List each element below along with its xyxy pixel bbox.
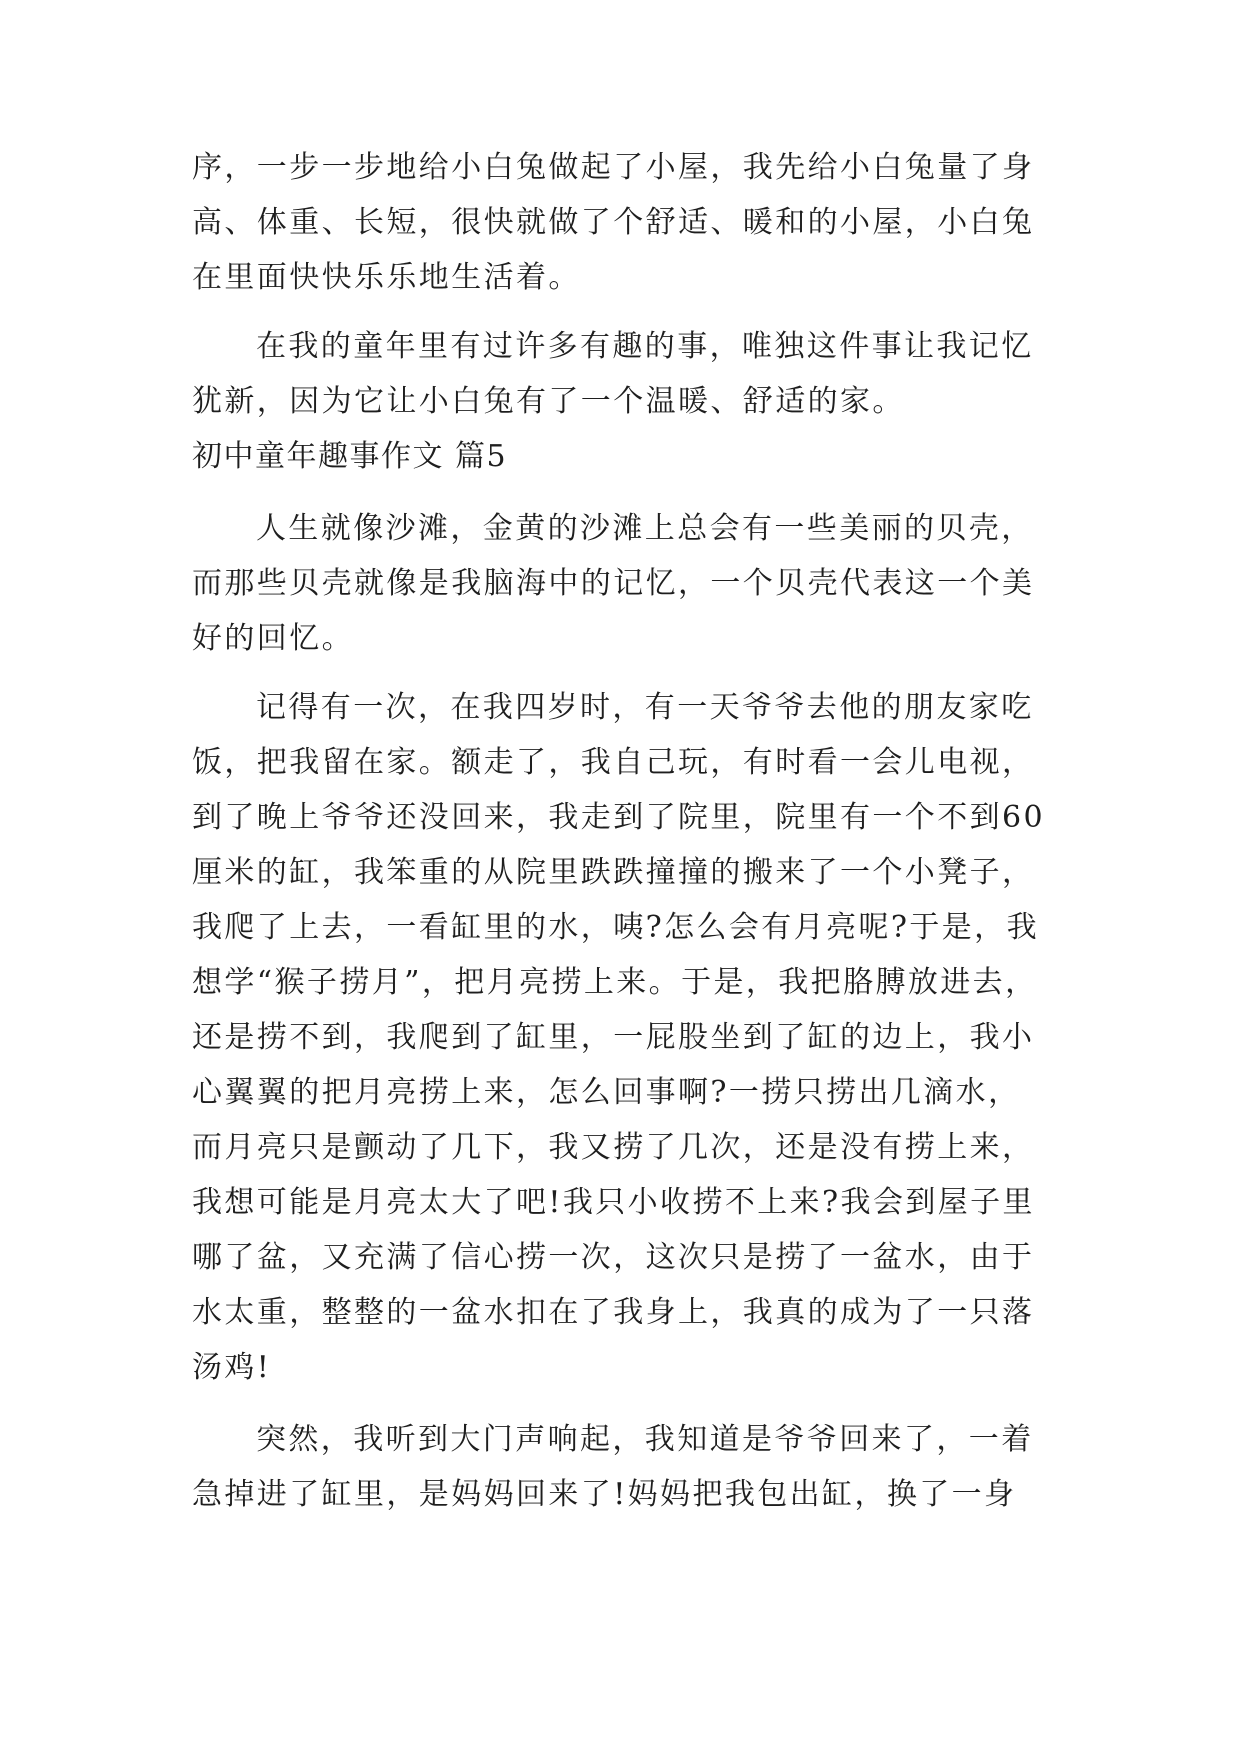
paragraph-line: 而月亮只是颤动了几下，我又捞了几次，还是没有捞上来， [192, 1130, 1035, 1165]
paragraph-line: 在我的童年里有过许多有趣的事，唯独这件事让我记忆 [256, 329, 1034, 364]
paragraph-line: 好的回忆。 [192, 621, 354, 656]
section-heading: 初中童年趣事作文 篇5 [192, 439, 508, 474]
paragraph-line: 饭，把我留在家。额走了，我自己玩，有时看一会儿电视， [192, 745, 1035, 780]
paragraph-line: 序，一步一步地给小白兔做起了小屋，我先给小白兔量了身 [192, 150, 1035, 185]
paragraph-line: 突然，我听到大门声响起，我知道是爷爷回来了，一着 [256, 1422, 1034, 1457]
paragraph-line: 到了晚上爷爷还没回来，我走到了院里，院里有一个不到60 [192, 800, 1045, 835]
paragraph-line: 水太重，整整的一盆水扣在了我身上，我真的成为了一只落 [192, 1295, 1035, 1330]
paragraph-line: 人生就像沙滩，金黄的沙滩上总会有一些美丽的贝壳， [256, 511, 1034, 546]
paragraph-line: 心翼翼的把月亮捞上来，怎么回事啊?一捞只捞出几滴水， [192, 1075, 1021, 1110]
paragraph-line: 我爬了上去，一看缸里的水，咦?怎么会有月亮呢?于是，我 [192, 910, 1039, 945]
paragraph-line: 我想可能是月亮太大了吧!我只小收捞不上来?我会到屋子里 [192, 1185, 1035, 1220]
paragraph-line: 高、体重、长短，很快就做了个舒适、暖和的小屋，小白兔 [192, 205, 1035, 240]
paragraph-line: 急掉进了缸里，是妈妈回来了!妈妈把我包出缸，换了一身 [192, 1477, 1017, 1512]
paragraph-line: 哪了盆，又充满了信心捞一次，这次只是捞了一盆水，由于 [192, 1240, 1035, 1275]
paragraph-line: 想学“猴子捞月”，把月亮捞上来。于是，我把胳膊放进去， [192, 965, 1038, 1000]
paragraph-line: 而那些贝壳就像是我脑海中的记忆，一个贝壳代表这一个美 [192, 566, 1035, 601]
paragraph-line: 厘米的缸，我笨重的从院里跌跌撞撞的搬来了一个小凳子， [192, 855, 1035, 890]
paragraph-line: 还是捞不到，我爬到了缸里，一屁股坐到了缸的边上，我小 [192, 1020, 1035, 1055]
paragraph-line: 在里面快快乐乐地生活着。 [192, 260, 581, 295]
paragraph-line: 汤鸡! [192, 1350, 272, 1385]
paragraph-line: 犹新，因为它让小白兔有了一个温暖、舒适的家。 [192, 384, 905, 419]
paragraph-line: 记得有一次，在我四岁时，有一天爷爷去他的朋友家吃 [256, 690, 1034, 725]
